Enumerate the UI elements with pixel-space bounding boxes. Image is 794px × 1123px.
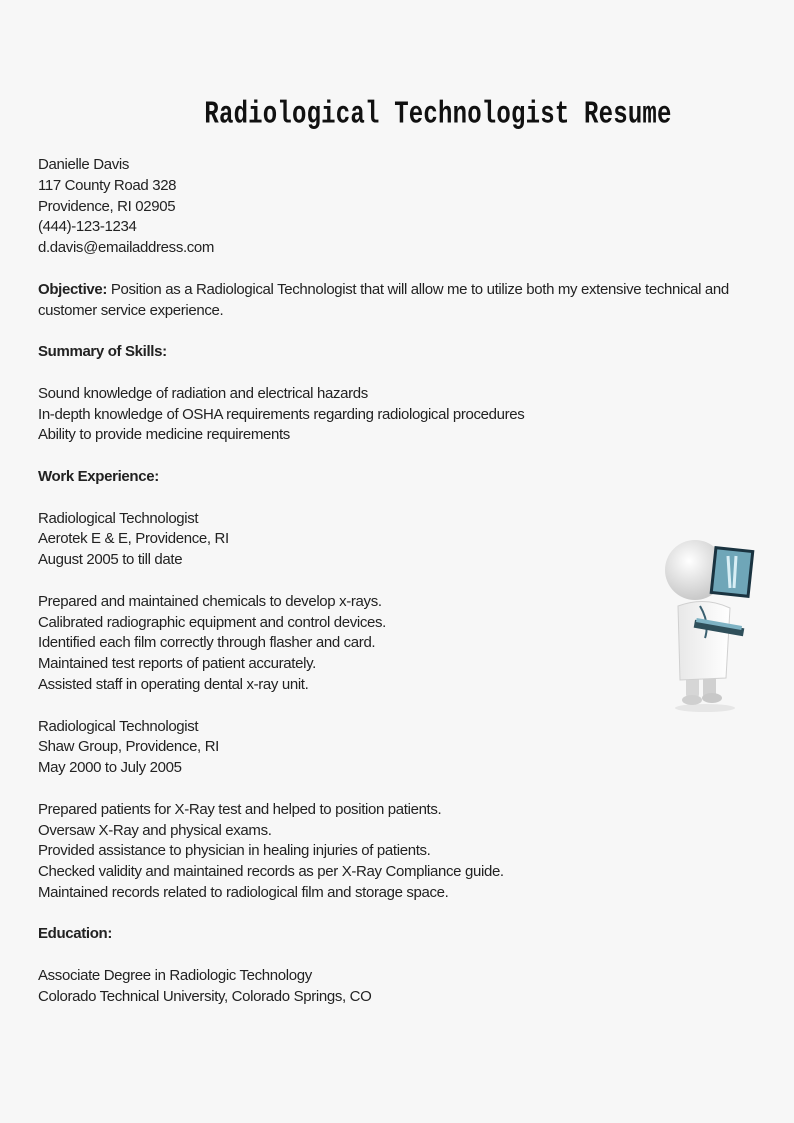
- skill-item: Sound knowledge of radiation and electrical hazards: [38, 384, 368, 402]
- education-section: [38, 924, 794, 1007]
- page-title: Radiological Technologist Resume: [204, 98, 672, 134]
- skills-section: [38, 342, 794, 446]
- duty-item: Oversaw X-Ray and physical exams.: [38, 821, 272, 839]
- education-item: Colorado Technical University, Colorado Springs, CO: [38, 987, 372, 1005]
- contact-name: Danielle Davis: [38, 156, 129, 173]
- contact-info: [38, 155, 794, 259]
- duty-item: Maintained records related to radiological film and storage space.: [38, 883, 449, 901]
- education-item: Associate Degree in Radiologic Technology: [38, 967, 312, 985]
- duty-item: Identified each film correctly through flasher and card.: [38, 634, 376, 652]
- contact-street: 117 County Road 328: [38, 176, 177, 194]
- objective-section: [38, 280, 794, 322]
- objective-label: Objective:: [38, 280, 108, 298]
- job-dates: August 2005 to till date: [38, 551, 183, 569]
- section-heading: Summary of Skills:: [38, 343, 167, 361]
- job-title: Radiological Technologist: [38, 717, 199, 735]
- duty-item: Checked validity and maintained records as per X-Ray Compliance guide.: [38, 863, 504, 881]
- job-company: Shaw Group, Providence, RI: [38, 738, 219, 756]
- job-title: Radiological Technologist: [38, 509, 199, 527]
- duty-item: Assisted staff in operating dental x-ray unit.: [38, 675, 309, 693]
- work-heading-block: [38, 467, 794, 488]
- job-duties: [38, 800, 794, 904]
- section-heading: Education:: [38, 925, 112, 943]
- objective-text: Position as a Radiological Technologist that will allow me to utilize both my extensive technical and: [107, 280, 729, 298]
- duty-item: Prepared and maintained chemicals to develop x-rays.: [38, 592, 382, 610]
- duty-item: Prepared patients for X-Ray test and helped to position patients.: [38, 800, 442, 818]
- contact-phone: (444)-123-1234: [38, 218, 137, 236]
- contact-email: d.davis@emailaddress.com: [38, 239, 215, 257]
- duty-item: Provided assistance to physician in healing injuries of patients.: [38, 842, 431, 860]
- objective-text-cont: customer service experience.: [38, 301, 224, 319]
- section-heading: Work Experience:: [38, 467, 159, 485]
- job-company: Aerotek E & E, Providence, RI: [38, 530, 229, 548]
- skill-item: In-depth knowledge of OSHA requirements regarding radiological procedures: [38, 405, 525, 423]
- skill-item: Ability to provide medicine requirements: [38, 426, 290, 444]
- contact-city: Providence, RI 02905: [38, 197, 176, 215]
- job-dates: May 2000 to July 2005: [38, 759, 182, 777]
- job-header: [38, 717, 794, 779]
- duty-item: Calibrated radiographic equipment and control devices.: [38, 613, 386, 631]
- duty-item: Maintained test reports of patient accurately.: [38, 655, 316, 673]
- doctor-xray-illustration: [650, 528, 760, 713]
